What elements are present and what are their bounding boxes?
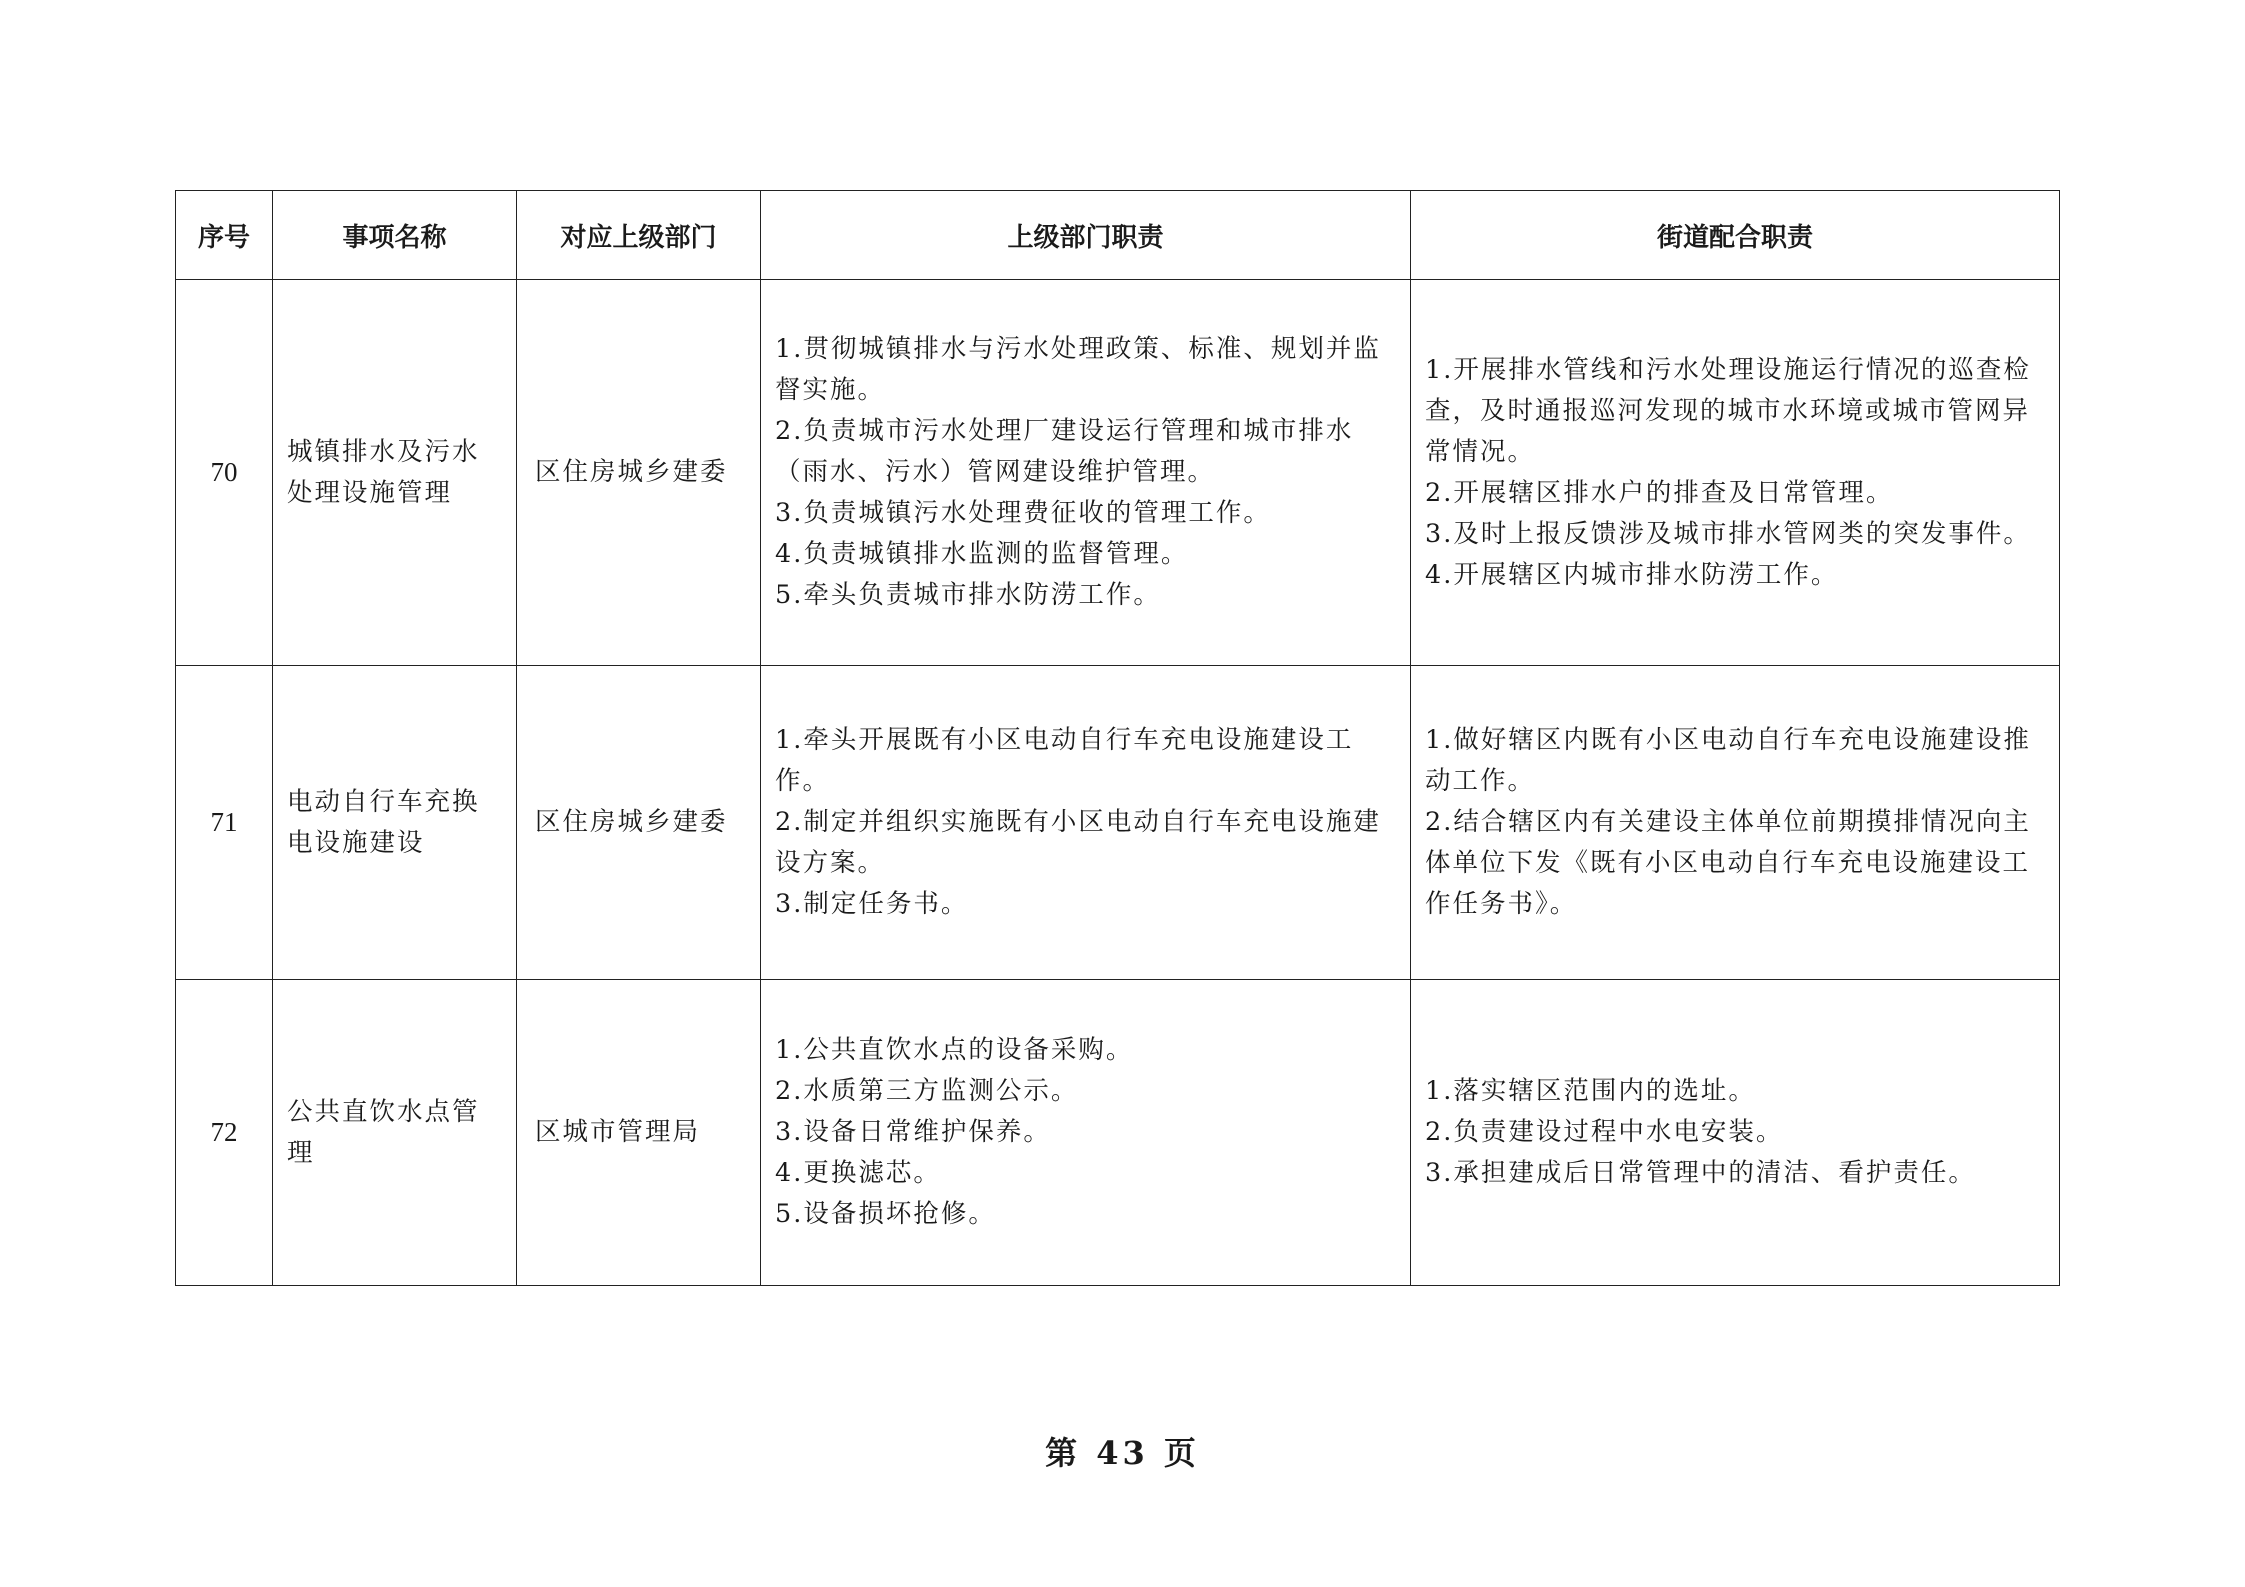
street-duty-line: 4.开展辖区内城市排水防涝工作。 <box>1425 559 1839 590</box>
item-name-line: 处理设施管理 <box>287 477 453 508</box>
street-duty-line: 1.落实辖区范围内的选址。 <box>1425 1076 1756 1106</box>
street-duty-line: 作任务书》。 <box>1425 889 1578 919</box>
street-duty-line: 3.及时上报反馈涉及城市排水管网类的突发事件。 <box>1425 518 2031 549</box>
table-row <box>176 280 2060 666</box>
duty-line: 2.制定并组织实施既有小区电动自行车充电设施建 <box>775 807 1381 837</box>
duty-line: 1.贯彻城镇排水与污水处理政策、标准、规划并监 <box>775 334 1381 364</box>
row-number: 72 <box>176 980 273 1286</box>
item-name-cell <box>273 980 517 1286</box>
item-name-cell <box>273 280 517 666</box>
header-street: 街道配合职责 <box>1411 191 2060 280</box>
duty-line: 设方案。 <box>775 848 886 878</box>
item-name-line: 电动自行车充换 <box>287 786 480 817</box>
duty-line: 3.负责城镇污水处理费征收的管理工作。 <box>775 498 1271 528</box>
header-no: 序号 <box>176 191 273 280</box>
duty-line: 督实施。 <box>775 375 886 405</box>
duty-line: 4.负责城镇排水监测的监督管理。 <box>775 539 1189 569</box>
street-duty-cell <box>1411 666 2060 980</box>
street-duty-line: 2.负责建设过程中水电安装。 <box>1425 1117 1784 1147</box>
header-item: 事项名称 <box>273 191 517 280</box>
table-row <box>176 980 2060 1286</box>
street-duty-cell <box>1411 980 2060 1286</box>
duty-line: 2.负责城市污水处理厂建设运行管理和城市排水 <box>775 416 1354 446</box>
duty-line: 1.公共直饮水点的设备采购。 <box>775 1035 1134 1065</box>
duty-line: 2.水质第三方监测公示。 <box>775 1076 1079 1106</box>
street-duty-line: 3.承担建成后日常管理中的清洁、看护责任。 <box>1425 1158 1976 1188</box>
duty-cell <box>761 980 1411 1286</box>
page-number: 第 43 页 <box>1045 1434 1200 1472</box>
dept-cell: 区住房城乡建委 <box>517 666 761 980</box>
street-duty-line: 2.结合辖区内有关建设主体单位前期摸排情况向主 <box>1425 807 2031 837</box>
dept-cell: 区住房城乡建委 <box>517 280 761 666</box>
street-duty-line: 动工作。 <box>1425 766 1536 796</box>
duty-table <box>175 190 2060 1286</box>
street-duty-line: 查，及时通报巡河发现的城市水环境或城市管网异 <box>1425 395 2031 426</box>
item-name-line: 城镇排水及污水 <box>287 436 480 467</box>
duty-line: 作。 <box>775 766 831 796</box>
table-header-row <box>176 191 2060 280</box>
header-duty: 上级部门职责 <box>761 191 1411 280</box>
row-number: 71 <box>176 666 273 980</box>
item-name-line: 公共直饮水点管 <box>287 1096 480 1127</box>
duty-line: （雨水、污水）管网建设维护管理。 <box>775 457 1216 487</box>
duty-line: 5.牵头负责城市排水防涝工作。 <box>775 580 1161 610</box>
item-name-line: 理 <box>287 1137 315 1168</box>
header-dept: 对应上级部门 <box>517 191 761 280</box>
table-row <box>176 666 2060 980</box>
duty-cell <box>761 280 1411 666</box>
duty-line: 1.牵头开展既有小区电动自行车充电设施建设工 <box>775 725 1354 755</box>
duty-line: 5.设备损坏抢修。 <box>775 1199 996 1229</box>
street-duty-line: 2.开展辖区排水户的排查及日常管理。 <box>1425 477 1894 508</box>
dept-cell: 区城市管理局 <box>517 980 761 1286</box>
street-duty-line: 常情况。 <box>1425 436 1536 467</box>
street-duty-line: 1.做好辖区内既有小区电动自行车充电设施建设推 <box>1425 725 2031 755</box>
row-number: 70 <box>176 280 273 666</box>
street-duty-line: 1.开展排水管线和污水处理设施运行情况的巡查检 <box>1425 354 2031 385</box>
street-duty-line: 体单位下发《既有小区电动自行车充电设施建设工 <box>1425 848 2031 878</box>
item-name-line: 电设施建设 <box>287 827 425 858</box>
item-name-cell <box>273 666 517 980</box>
street-duty-cell <box>1411 280 2060 666</box>
duty-line: 3.制定任务书。 <box>775 889 969 919</box>
duty-cell <box>761 666 1411 980</box>
duty-line: 3.设备日常维护保养。 <box>775 1117 1051 1147</box>
duty-line: 4.更换滤芯。 <box>775 1158 941 1188</box>
